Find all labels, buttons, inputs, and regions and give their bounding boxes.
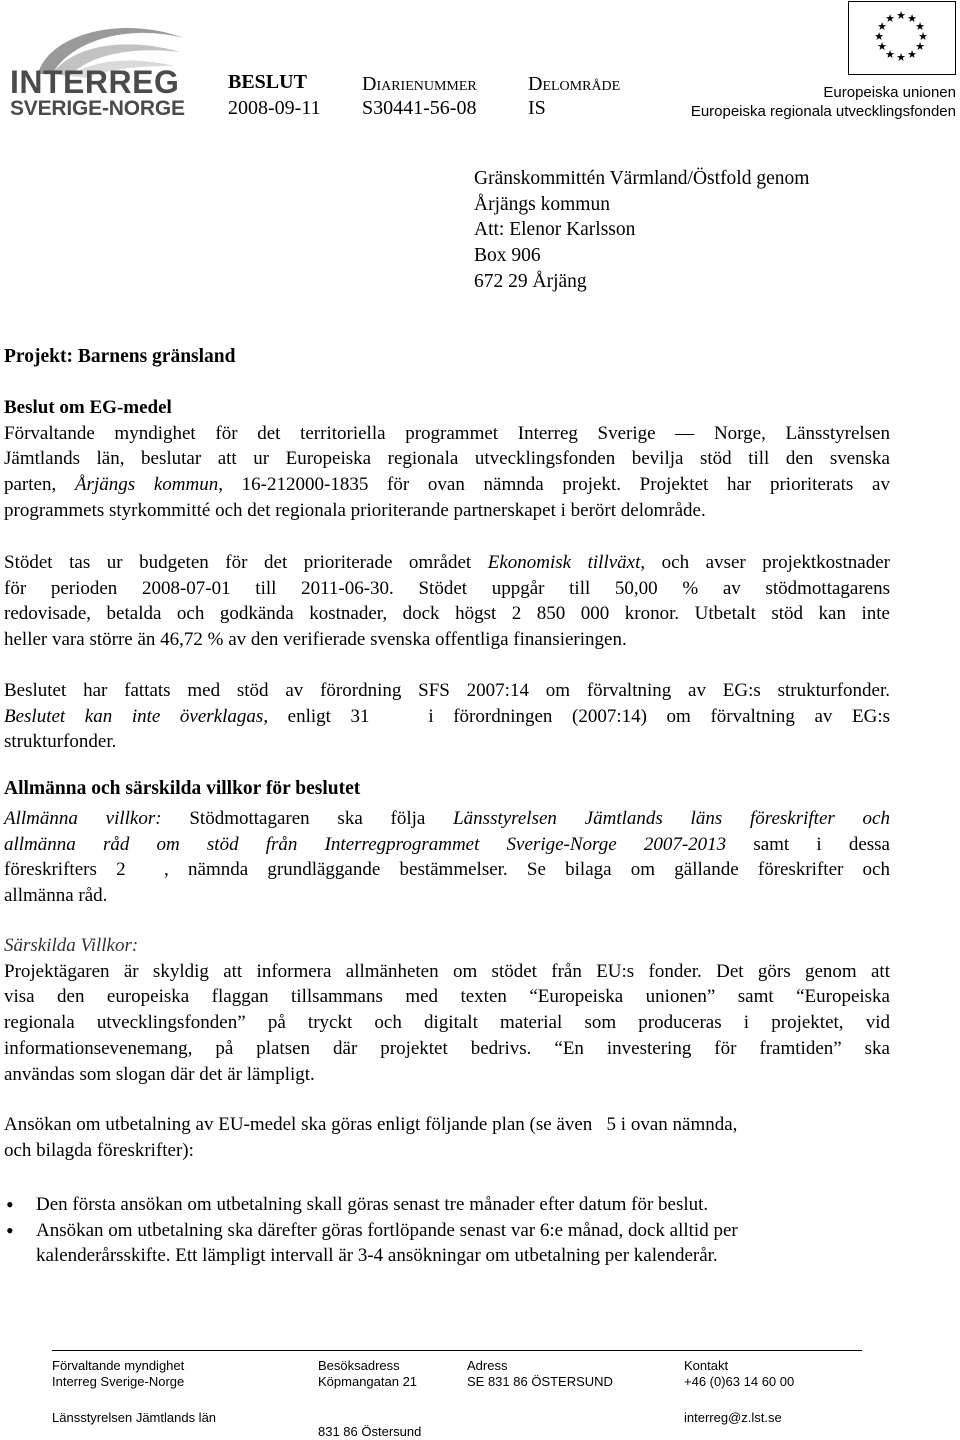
text-run: parten, (4, 474, 75, 496)
svg-text:★: ★ (918, 30, 928, 43)
budget-line: för perioden 2008-07-01 till 2011-06-30. Stödet uppgår till 50,00 % av stödmottagarens (4, 577, 890, 599)
decision-section (4, 395, 890, 524)
list-item-text: kalenderårsskifte. Ett lämpligt intervall är 3-4 ansökningar om utbetalning per kalenderår. (36, 1245, 718, 1267)
footer-authority-head: Förvaltande myndighet (52, 1358, 185, 1373)
diarienummer-value: S30441-56-08 (362, 97, 477, 119)
delomrade-value: IS (528, 97, 546, 119)
general-conditions (4, 806, 890, 909)
special-conditions (4, 933, 890, 1087)
footer-contact-head: Kontakt (684, 1358, 729, 1373)
svg-text:★: ★ (907, 48, 917, 61)
list-item (4, 1192, 864, 1218)
payment-intro (4, 1112, 890, 1163)
list-item (4, 1218, 864, 1269)
general-line (4, 806, 890, 832)
text-run: Stödet tas ur budgeten för det prioriterade området (4, 552, 488, 573)
svg-text:★: ★ (885, 48, 895, 61)
legal-basis-paragraph (4, 678, 890, 755)
budget-line (4, 550, 890, 576)
priority-area: Ekonomisk tillväxt (487, 552, 641, 573)
svg-text:★: ★ (877, 40, 887, 53)
conditions-heading: Allmänna och särskilda villkor för beslutet (4, 778, 361, 799)
special-line: regionala utvecklingsfonden” på tryckt och digitalt material som produceras i projektet, vid (4, 1012, 890, 1034)
decision-heading: Beslut om EG-medel (4, 397, 172, 418)
budget-line: redovisade, betalda och godkända kostnader, dock högst 2 850 000 kronor. Utbetalt stöd kan inte (4, 603, 890, 625)
applicant-name: Årjängs kommun (74, 474, 219, 496)
footer-divider (52, 1350, 862, 1351)
payment-line: Ansökan om utbetalning av EU-medel ska göras enligt följande plan (se även 5 i ovan nämnda, (4, 1114, 738, 1135)
general-conditions-label: Allmänna villkor: (4, 808, 162, 829)
payment-line: och bilagda föreskrifter): (4, 1139, 194, 1161)
address-line: Box 906 (474, 245, 541, 267)
interreg-logo (8, 16, 190, 122)
text-run: Länsstyrelsen Jämtlands läns föreskrifter och (453, 808, 890, 829)
list-item-text: Den första ansökan om utbetalning skall göras senast tre månader efter datum för beslut. (36, 1194, 709, 1215)
footer-authority-name: Interreg Sverige-Norge (52, 1374, 185, 1389)
decision-label: BESLUT (228, 71, 307, 93)
special-line: informationsevenemang, på platsen där projektet bedrivs. “En investering för framtiden” ska (4, 1037, 890, 1059)
footer-visit-street: Köpmangatan 21 (318, 1374, 418, 1389)
general-line: allmänna råd. (4, 885, 108, 907)
diarienummer-label: Diarienummer (362, 73, 477, 95)
eu-union-text: Europeiska unionen (823, 84, 956, 101)
text-run: samt i dessa (726, 833, 890, 855)
delomrade-label: Delområde (528, 73, 621, 95)
decision-date: 2008-09-11 (228, 97, 321, 119)
text-run: , 16-212000-1835 för ovan nämnda projekt. Projektet har prioriterats av (218, 474, 890, 496)
general-line (4, 832, 890, 858)
footer-email-link[interactable]: interreg@z.lst.se (684, 1410, 782, 1425)
footer-visit-city: 831 86 Östersund (318, 1424, 422, 1439)
address-line: Gränskommittén Värmland/Östfold genom (474, 168, 810, 189)
address-line: 672 29 Årjäng (474, 270, 587, 292)
eu-stars-flag-icon (849, 2, 954, 73)
payment-list (4, 1192, 864, 1269)
decision-line: Förvaltande myndighet för det territoriella programmet Interreg Sverige — Norge, Länsstyrelsen (4, 422, 890, 444)
footer-phone: +46 (0)63 14 60 00 (684, 1374, 795, 1389)
svg-text:★: ★ (915, 40, 925, 53)
budget-line: heller vara större än 46,72 % av den verifierade svenska offentliga finansieringen. (4, 629, 627, 651)
svg-text:★: ★ (896, 9, 906, 22)
svg-text:★: ★ (915, 20, 925, 33)
budget-paragraph (4, 550, 890, 653)
logo-word-sverige-norge: SVERIGE-NORGE (10, 97, 185, 120)
footer-address-head: Adress (467, 1358, 508, 1373)
recipient-address (474, 166, 809, 295)
eu-fund-text: Europeiska regionala utvecklingsfonden (690, 103, 956, 120)
text-run: , och avser projektkostnader (640, 552, 890, 573)
general-line: föreskrifters 2 , nämnda grundläggande bestämmelser. Se bilaga om gällande föreskrifter och (4, 859, 890, 881)
decision-line: programmets styrkommitté och det regionala prioriterande partnerskapet i berört delområde. (4, 499, 706, 521)
legal-line: strukturfonder. (4, 731, 117, 753)
decision-line (4, 472, 890, 498)
logo-word-interreg: INTERREG (10, 64, 180, 100)
footer-authority-county: Länsstyrelsen Jämtlands län (52, 1410, 217, 1425)
special-line: visa den europeiska flaggan tillsammans med texten “Europeiska unionen” samt “Europeiska (4, 986, 890, 1008)
text-run: allmänna råd om stöd från Interregprogrammet Sverige-Norge 2007-2013 (4, 833, 727, 855)
address-line: Att: Elenor Karlsson (474, 219, 636, 241)
special-line: Projektägaren är skyldig att informera allmänheten om stödet från EU:s fonder. Det görs genom att (4, 960, 890, 982)
legal-line (4, 704, 890, 730)
svg-text:★: ★ (907, 12, 917, 25)
text-run: , enligt 31 i förordningen (2007:14) om förvaltning av EG:s (263, 705, 891, 727)
svg-text:★: ★ (885, 12, 895, 25)
project-heading: Projekt: Barnens gränsland (4, 346, 236, 367)
svg-text:★: ★ (874, 30, 884, 43)
svg-text:★: ★ (877, 20, 887, 33)
address-line: Årjängs kommun (474, 193, 610, 215)
footer-address: SE 831 86 ÖSTERSUND (467, 1374, 613, 1389)
special-line: användas som slogan där det är lämpligt. (4, 1063, 315, 1085)
decision-line: Jämtlands län, beslutar att ur Europeiska regionala utvecklingsfonden bevilja stöd till den svenska (4, 448, 890, 470)
list-item-text: • Ansökan om utbetalning ska därefter göras fortlöpande senast var 6:e månad, dock alltid per (36, 1219, 738, 1241)
special-conditions-label: Särskilda Villkor: (4, 935, 139, 956)
eu-flag (848, 1, 956, 75)
no-appeal-text: Beslutet kan inte överklagas (4, 705, 264, 727)
svg-text:★: ★ (896, 51, 906, 64)
text-run: Stödmottagaren ska följa (161, 808, 454, 829)
footer-visit-head: Besöksadress (318, 1358, 400, 1373)
legal-line: Beslutet har fattats med stöd av förordning SFS 2007:14 om förvaltning av EG:s strukturfonder. (4, 680, 890, 701)
